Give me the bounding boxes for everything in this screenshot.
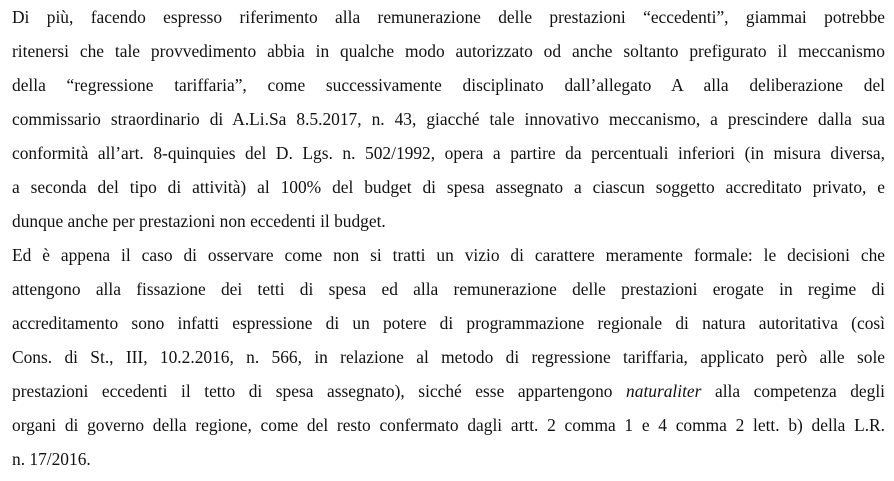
paragraph-1-line-3: della “regressione tariffaria”, come successivamente disciplinato dall’allegato A alla deliberazione del xyxy=(12,75,885,95)
paragraph-2-line-3: accreditamento sono infatti espressione di un potere di programmazione regionale di natura autoritativa (così xyxy=(12,313,885,333)
paragraph-1-line-1: Di più, facendo espresso riferimento alla remunerazione delle prestazioni “eccedenti”, giammai potrebbe xyxy=(12,7,885,27)
paragraph-1-line-5: conformità all’art. 8-quinquies del D. Lgs. n. 502/1992, opera a partire da percentuali inferiori (in misura diversa, xyxy=(12,143,885,163)
paragraph-1-line-4: commissario straordinario di A.Li.Sa 8.5.2017, n. 43, giacché tale innovativo meccanismo, a prescindere dalla sua xyxy=(12,109,885,129)
paragraph-2-line-4: Cons. di St., III, 10.2.2016, n. 566, in relazione al metodo di regressione tariffaria, applicato però alle sole xyxy=(12,347,885,367)
paragraph-2-line-1: Ed è appena il caso di osservare come non si tratti un vizio di carattere meramente formale: le decisioni che xyxy=(12,245,885,265)
paragraph-2-line-7: n. 17/2016. xyxy=(12,449,91,469)
paragraph-1-line-2: ritenersi che tale provvedimento abbia in qualche modo autorizzato od anche soltanto prefigurato il meccanismo xyxy=(12,41,885,61)
line-text-after-italic: alla competenza degli xyxy=(714,381,885,401)
italic-term: naturaliter xyxy=(626,381,702,401)
paragraph-1-line-7: dunque anche per prestazioni non eccedenti il budget. xyxy=(12,211,386,231)
paragraph-1-line-6: a seconda del tipo di attività) al 100% del budget di spesa assegnato a ciascun soggetto accreditato privato, e xyxy=(12,177,885,197)
paragraph-2-line-2: attengono alla fissazione dei tetti di spesa ed alla remunerazione delle prestazioni erogate in regime di xyxy=(12,279,885,299)
line-text-before-italic: prestazioni eccedenti il tetto di spesa assegnato), sicché esse appartengono xyxy=(12,381,613,401)
paragraph-2-line-5 xyxy=(12,374,885,408)
paragraph-2-line-6: organi di governo della regione, come del resto confermato dagli artt. 2 comma 1 e 4 comma 2 lett. b) della L.R. xyxy=(12,415,885,435)
